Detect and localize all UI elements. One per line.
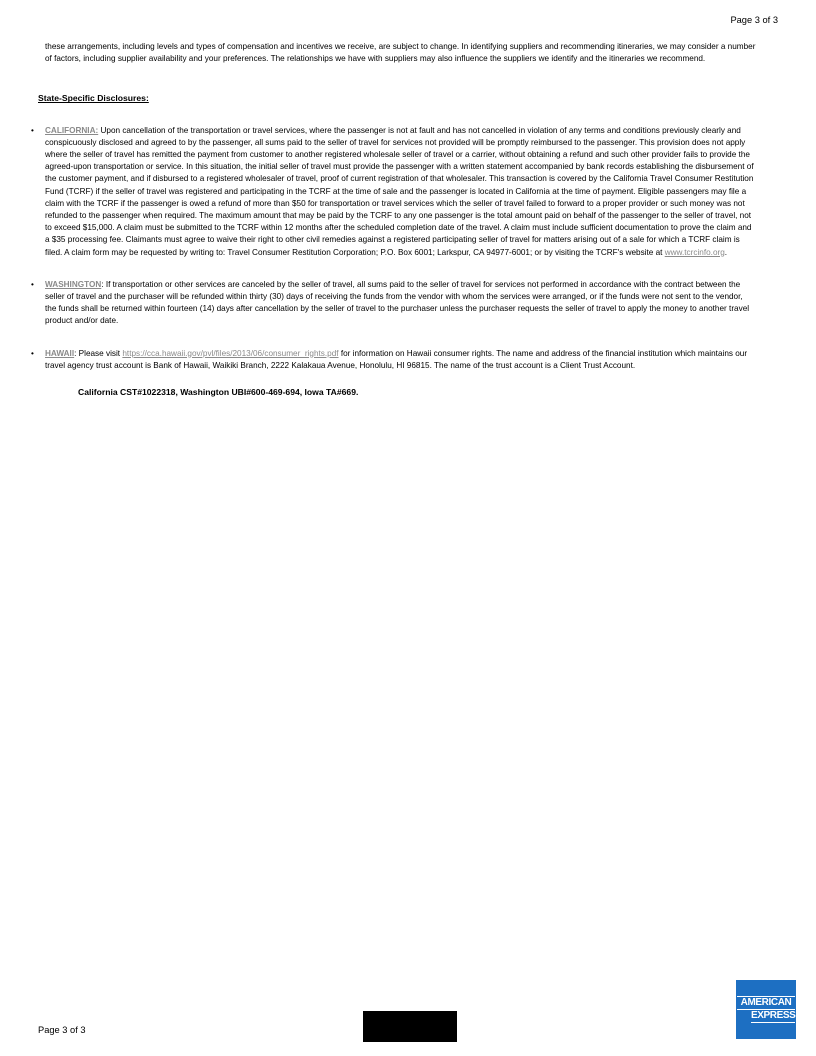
disclosure-text-end: . (724, 247, 728, 257)
state-disclosures-list (31, 125, 756, 372)
disclosure-text: : If transportation or other services are canceled by the seller of travel, all sums paid to the seller of travel for services not performed in accordance with the contract between the seller of travel and the purchaser will be refunded within thirty (30) days of receiving the funds from the vendor with whom the services were arranged, or if the funds were not sent to the vendor, the funds shall be returned within fourteen (14) days after cancellation by the seller of travel to the purchaser unless the purchaser requests the seller of travel to apply the money to another travel product and/or date. (45, 279, 750, 326)
disclosure-text: : Please visit (74, 348, 123, 358)
redaction-box (363, 1011, 457, 1042)
disclosure-washington (31, 279, 756, 328)
disclosure-hawaii (31, 348, 756, 372)
page-number-header: Page 3 of 3 (730, 15, 778, 25)
section-heading: State-Specific Disclosures: (38, 93, 149, 104)
disclosure-text: Upon cancellation of the transportation or travel services, where the passenger is not at fault and has not cancelled in violation of any terms and conditions previously clearly and conspicuously disclosed and agreed to by the passenger, all sums paid to the seller of travel for services not provided will be promptly reimbursed to the passenger. This provision does not apply where the seller of travel has remitted the payment from customer to another registered wholesale seller of travel or a carrier, without obtaining a refund and such other provider fails to provide the agreed-upon transportation or service. In this situation, the initial seller of travel must provide the passenger with a written statement accompanied by bank records establishing the disbursement of the customer payment, and if disbursed to a registered wholesaler of travel, proof of current registration of that wholesaler. This transaction is covered by the California Travel Consumer Restitution Fund (TCRF) if the seller of travel was registered and participating in the TCRF at the time of sale and the passenger is located in California at the time of payment. Eligible passengers may file a claim with the TCRF if the passenger is owed a refund of more than $50 for transportation or travel services which the seller of travel failed to forward to a proper provider or such money was not refunded to the passenger when required. The maximum amount that may be paid by the TCRF to any one passenger is the total amount paid on behalf of the passenger to the seller of travel, not to exceed $15,000. A claim must be submitted to the TCRF within 12 months after the scheduled completion date of the travel. A claim must include sufficient documentation to prove the claim and a $35 processing fee. Claimants must agree to waive their right to other civil remedies against a registered participating seller of travel for matters arising out of a sale for which a TCRF claim is filed. A claim form may be requested by writing to: Travel Consumer Restitution Corporation; P.O. Box 6001; Larkspur, CA 94977-6001; or by visiting the TCRF's website at (45, 125, 754, 257)
logo-text-express: EXPRESS (751, 1010, 796, 1021)
document-body (31, 41, 756, 398)
page-number-footer: Page 3 of 3 (38, 1025, 86, 1035)
disclosure-text-end: for information on Hawaii consumer rights. The name and address of the financial institution which maintains our travel agency trust account is Bank of Hawaii, Waikiki Branch, 2222 Kalakaua Avenue, Honolulu, HI 96815. The name of the trust account is a Client Trust Account. (45, 348, 748, 370)
hawaii-consumer-rights-link[interactable]: https://cca.hawaii.gov/pvl/files/2013/06/consumer_rights.pdf (122, 348, 339, 358)
state-label-hawaii: HAWAII (45, 348, 75, 358)
disclosure-california (31, 125, 756, 259)
bullet: • (31, 348, 34, 358)
license-numbers: California CST#1022318, Washington UBI#600-469-694, Iowa TA#669. (78, 387, 359, 398)
state-label-washington: WASHINGTON (45, 279, 102, 289)
bullet: • (31, 279, 34, 289)
tcrf-website-link[interactable]: www.tcrcinfo.org (664, 247, 725, 257)
logo-text-american: AMERICAN (737, 996, 795, 1010)
american-express-logo (736, 980, 796, 1039)
state-label-california: CALIFORNIA: (45, 125, 99, 135)
bullet: • (31, 125, 34, 135)
intro-paragraph: these arrangements, including levels and types of compensation and incentives we receive, are subject to change. In identifying suppliers and recommending itineraries, we may consider a number of factors, including supplier availability and your preferences. The relationships we have with suppliers may also influence the suppliers we identify and the itineraries we recommend. (45, 42, 756, 64)
